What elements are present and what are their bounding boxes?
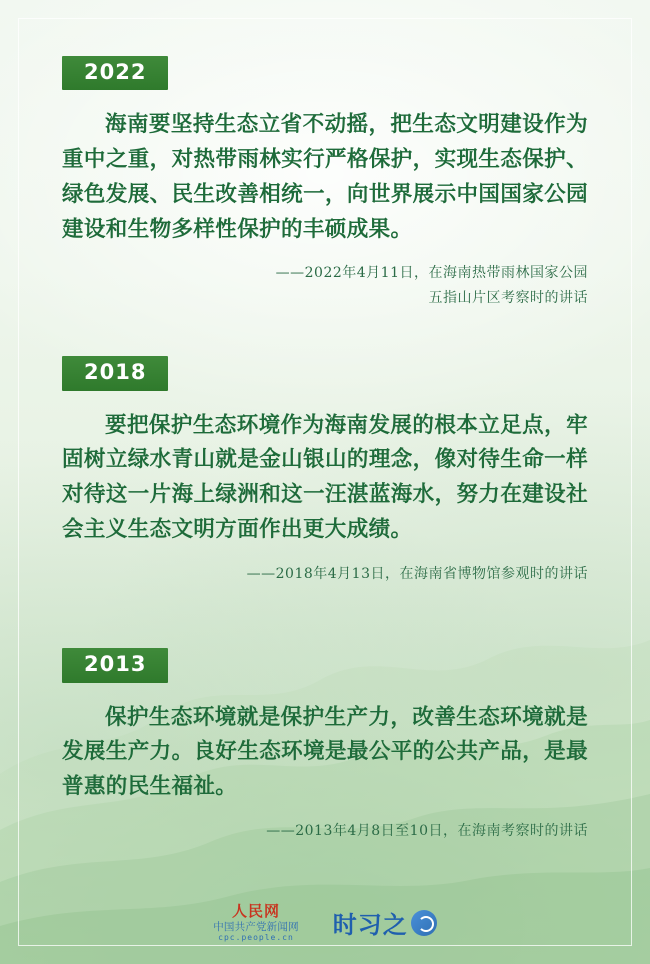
people-cn-logo-subtitle: 中国共产党新闻网 <box>213 920 299 933</box>
quote-source-2018 <box>62 562 588 587</box>
year-badge-2018: 2018 <box>62 356 168 390</box>
quote-block-2013 <box>62 596 588 843</box>
quote-text-2013: 保护生态环境就是保护生产力，改善生态环境就是发展生产力。良好生态环境是最公平的公共产品，是最普惠的民生福祉。 <box>62 704 588 800</box>
year-badge-2022: 2022 <box>62 56 168 90</box>
people-cn-logo-domain: cpc.people.cn <box>218 932 294 942</box>
quote-text-2022: 海南要坚持生态立省不动摇，把生态文明建设作为重中之重，对热带雨林实行严格保护，实现生态保护、绿色发展、民生改善相统一，向世界展示中国国家公园建设和生物多样性保护的丰硕成果。 <box>62 112 588 242</box>
people-cn-logo <box>213 901 299 942</box>
shixizhi-circle-icon <box>411 910 437 936</box>
source-line: ——2013年4月8日至10日，在海南考察时的讲话 <box>266 823 588 840</box>
shixizhi-logo-text: 时习之 <box>332 910 408 940</box>
source-line: ——2022年4月11日，在海南热带雨林国家公园 <box>275 265 588 282</box>
source-line: 五指山片区考察时的讲话 <box>428 289 588 306</box>
quote-source-2022 <box>62 261 588 310</box>
quote-block-2022 <box>62 0 588 310</box>
people-cn-logo-title: 人民网 <box>231 901 280 920</box>
shixizhi-logo <box>333 905 437 940</box>
quote-text-2018: 要把保护生态环境作为海南发展的根本立足点，牢固树立绿水青山就是金山银山的理念，像对待生命一样对待这一片海上绿洲和这一汪湛蓝海水，努力在建设社会主义生态文明方面作出更大成绩。 <box>62 412 588 543</box>
source-line: ——2018年4月13日，在海南省博物馆参观时的讲话 <box>246 565 588 582</box>
quote-block-2018 <box>62 320 588 586</box>
footer-logos <box>0 901 650 942</box>
quote-source-2013 <box>62 819 588 844</box>
year-badge-2013: 2013 <box>62 648 168 682</box>
